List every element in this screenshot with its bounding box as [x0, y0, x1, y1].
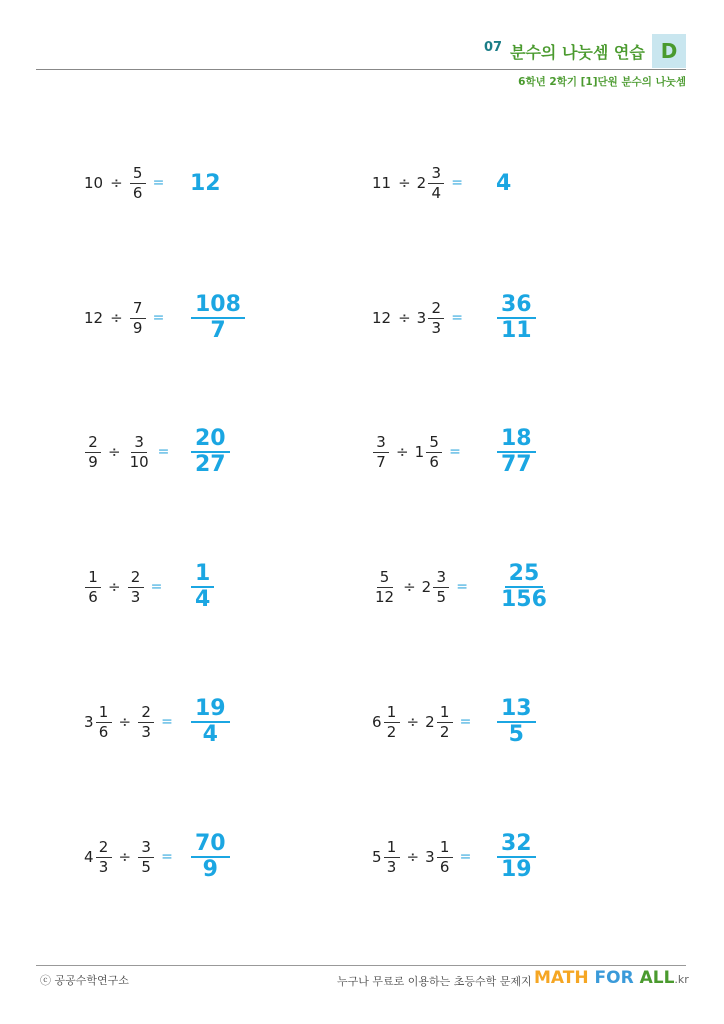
numerator: 3 [373, 435, 389, 453]
fraction-term [414, 432, 444, 471]
numerator: 36 [497, 294, 536, 319]
problem-5 [84, 422, 169, 482]
fraction [191, 563, 214, 611]
fraction [428, 163, 444, 202]
fraction-term [496, 833, 537, 881]
numerator: 70 [191, 833, 230, 858]
divide-sign: ÷ [110, 174, 123, 192]
denominator: 3 [141, 722, 151, 741]
numerator: 1 [384, 705, 400, 723]
fraction-term [496, 428, 537, 476]
answer-10 [496, 692, 537, 752]
numerator: 2 [128, 570, 144, 588]
fraction-term [127, 432, 152, 471]
divide-sign: ÷ [406, 848, 420, 866]
numerator: 1 [437, 705, 453, 723]
denominator: 9 [88, 452, 98, 471]
fraction [138, 702, 154, 741]
fraction [437, 837, 453, 876]
fraction [497, 428, 536, 476]
fraction-term [496, 563, 552, 611]
fraction-term [84, 702, 113, 741]
fraction [128, 567, 144, 606]
fraction [437, 702, 453, 741]
fraction [426, 432, 442, 471]
equals-sign: = [451, 175, 463, 191]
denominator: 6 [132, 183, 143, 202]
fraction [128, 432, 151, 471]
numerator: 20 [191, 428, 230, 453]
denominator: 6 [439, 857, 450, 876]
problem-8 [372, 557, 468, 617]
fraction [191, 833, 230, 881]
denominator: 27 [195, 452, 226, 477]
numerator: 18 [497, 428, 536, 453]
fraction [497, 698, 536, 746]
footer-tagline: 누구나 무료로 이용하는 초등수학 문제지 [337, 975, 532, 988]
fraction-term [190, 833, 231, 881]
fraction [384, 702, 400, 741]
fraction [130, 298, 146, 337]
denominator: 5 [141, 857, 151, 876]
fraction [384, 837, 400, 876]
whole-number-term [84, 309, 104, 327]
fraction [85, 432, 101, 471]
numerator: 5 [377, 570, 393, 588]
brand-kr: .kr [674, 973, 689, 986]
brand-math: MATH [534, 968, 589, 988]
whole-part: 10 [84, 174, 104, 192]
numerator: 1 [85, 570, 101, 588]
worksheet-title: 분수의 나눗셈 연습 [510, 43, 645, 62]
answer-1 [190, 153, 222, 213]
denominator: 7 [376, 452, 386, 471]
denominator: 3 [431, 318, 441, 337]
answer-5 [190, 422, 231, 482]
denominator: 12 [375, 587, 395, 606]
divide-sign: ÷ [108, 578, 121, 596]
fraction-term [496, 698, 537, 746]
equals-sign: = [157, 444, 170, 460]
numerator: 13 [497, 698, 536, 723]
fraction [130, 163, 146, 202]
whole-number-term [84, 174, 104, 192]
denominator: 5 [508, 722, 524, 747]
brand-logo [534, 968, 689, 988]
fraction [191, 698, 230, 746]
whole-part: 4 [496, 170, 512, 196]
whole-part: 5 [372, 848, 382, 866]
whole-part: 2 [416, 174, 427, 192]
numerator: 32 [497, 833, 536, 858]
numerator: 7 [130, 301, 146, 319]
worksheet-subtitle: 6학년 2학기 [1]단원 분수의 나눗셈 [518, 76, 686, 88]
fraction-term [190, 698, 231, 746]
denominator: 77 [501, 452, 532, 477]
numerator: 19 [191, 698, 230, 723]
fraction-term [190, 563, 215, 611]
problem-7 [84, 557, 162, 617]
whole-number-term [190, 171, 222, 196]
whole-part: 3 [84, 713, 94, 731]
whole-number-term [372, 174, 392, 192]
equals-sign: = [456, 579, 468, 595]
answer-12 [496, 827, 537, 887]
denominator: 5 [436, 587, 446, 606]
whole-part: 12 [84, 309, 104, 327]
fraction [96, 702, 112, 741]
answer-2 [496, 153, 512, 213]
denominator: 10 [129, 452, 149, 471]
whole-number-term [496, 171, 512, 196]
fraction [433, 567, 449, 606]
fraction-term [84, 432, 102, 471]
fraction-term [129, 163, 147, 202]
problem-12 [372, 827, 471, 887]
numerator: 25 [505, 563, 544, 588]
answer-3 [190, 288, 246, 348]
problem-9 [84, 692, 173, 752]
divide-sign: ÷ [398, 174, 411, 192]
numerator: 5 [426, 435, 442, 453]
fraction-term [84, 837, 113, 876]
numerator: 108 [191, 294, 245, 319]
denominator: 3 [98, 857, 109, 876]
fraction [85, 567, 101, 606]
equals-sign: = [150, 579, 163, 595]
fraction [191, 294, 245, 342]
answer-9 [190, 692, 231, 752]
denominator: 9 [202, 857, 218, 882]
numerator: 3 [138, 840, 154, 858]
fraction-term [137, 837, 155, 876]
whole-part: 4 [84, 848, 94, 866]
divide-sign: ÷ [118, 713, 132, 731]
equals-sign: = [152, 175, 165, 191]
copyright-text: ⓒ 공공수학연구소 [40, 974, 129, 987]
numerator: 1 [191, 563, 214, 588]
fraction-term [425, 837, 454, 876]
fraction [373, 432, 389, 471]
whole-part: 12 [190, 170, 221, 196]
level-badge: D [652, 34, 686, 68]
answer-8 [496, 557, 552, 617]
numerator: 3 [428, 166, 444, 184]
equals-sign: = [451, 310, 463, 326]
denominator: 4 [195, 587, 211, 612]
answer-11 [190, 827, 231, 887]
denominator: 3 [130, 587, 141, 606]
numerator: 2 [138, 705, 154, 723]
fraction [428, 298, 444, 337]
fraction-term [137, 702, 155, 741]
fraction-term [496, 294, 537, 342]
fraction [138, 837, 154, 876]
fraction [373, 567, 396, 606]
fraction-term [190, 428, 231, 476]
fraction-term [425, 702, 454, 741]
whole-number-term [372, 309, 392, 327]
whole-part: 1 [414, 443, 425, 461]
fraction-term [190, 294, 246, 342]
worksheet-number: 07 [484, 40, 503, 55]
fraction-term [421, 567, 451, 606]
divide-sign: ÷ [108, 443, 121, 461]
fraction-term [416, 298, 446, 337]
problem-1 [84, 153, 164, 213]
fraction-term [127, 567, 145, 606]
fraction-term [372, 567, 397, 606]
divide-sign: ÷ [118, 848, 132, 866]
numerator: 3 [131, 435, 147, 453]
fraction-term [416, 163, 446, 202]
numerator: 1 [437, 840, 453, 858]
denominator: 6 [88, 587, 98, 606]
numerator: 2 [428, 301, 444, 319]
whole-part: 3 [416, 309, 427, 327]
denominator: 7 [210, 318, 226, 343]
whole-part: 3 [425, 848, 435, 866]
brand-all: ALL [639, 968, 675, 988]
equals-sign: = [449, 444, 461, 460]
divide-sign: ÷ [406, 713, 420, 731]
numerator: 5 [130, 166, 146, 184]
fraction [497, 563, 551, 611]
divide-sign: ÷ [398, 309, 411, 327]
whole-part: 6 [372, 713, 382, 731]
equals-sign: = [161, 714, 173, 730]
denominator: 3 [386, 857, 397, 876]
answer-6 [496, 422, 537, 482]
problem-4 [372, 288, 463, 348]
footer-divider [36, 965, 686, 966]
problem-3 [84, 288, 164, 348]
denominator: 11 [501, 318, 532, 343]
answer-7 [190, 557, 215, 617]
divide-sign: ÷ [396, 443, 409, 461]
equals-sign: = [161, 849, 173, 865]
fraction-term [372, 702, 401, 741]
fraction [191, 428, 230, 476]
answer-4 [496, 288, 537, 348]
denominator: 4 [202, 722, 218, 747]
brand-for: FOR [594, 968, 634, 988]
whole-part: 12 [372, 309, 392, 327]
problem-6 [372, 422, 461, 482]
numerator: 2 [85, 435, 101, 453]
divide-sign: ÷ [403, 578, 416, 596]
equals-sign: = [459, 714, 472, 730]
fraction-term [84, 567, 102, 606]
numerator: 2 [96, 840, 112, 858]
whole-part: 2 [425, 713, 435, 731]
whole-part: 11 [372, 174, 392, 192]
fraction [497, 833, 536, 881]
problem-11 [84, 827, 173, 887]
fraction-term [372, 432, 390, 471]
problem-2 [372, 153, 463, 213]
denominator: 2 [439, 722, 450, 741]
denominator: 6 [429, 452, 439, 471]
fraction-term [129, 298, 147, 337]
numerator: 1 [96, 705, 112, 723]
fraction [497, 294, 536, 342]
equals-sign: = [459, 849, 472, 865]
denominator: 19 [501, 857, 532, 882]
numerator: 3 [433, 570, 449, 588]
numerator: 1 [384, 840, 400, 858]
denominator: 4 [431, 183, 441, 202]
problem-10 [372, 692, 471, 752]
denominator: 6 [98, 722, 109, 741]
denominator: 2 [386, 722, 397, 741]
whole-part: 2 [421, 578, 432, 596]
denominator: 156 [501, 587, 547, 612]
fraction [96, 837, 112, 876]
fraction-term [372, 837, 401, 876]
denominator: 9 [132, 318, 143, 337]
equals-sign: = [152, 310, 165, 326]
divide-sign: ÷ [110, 309, 123, 327]
